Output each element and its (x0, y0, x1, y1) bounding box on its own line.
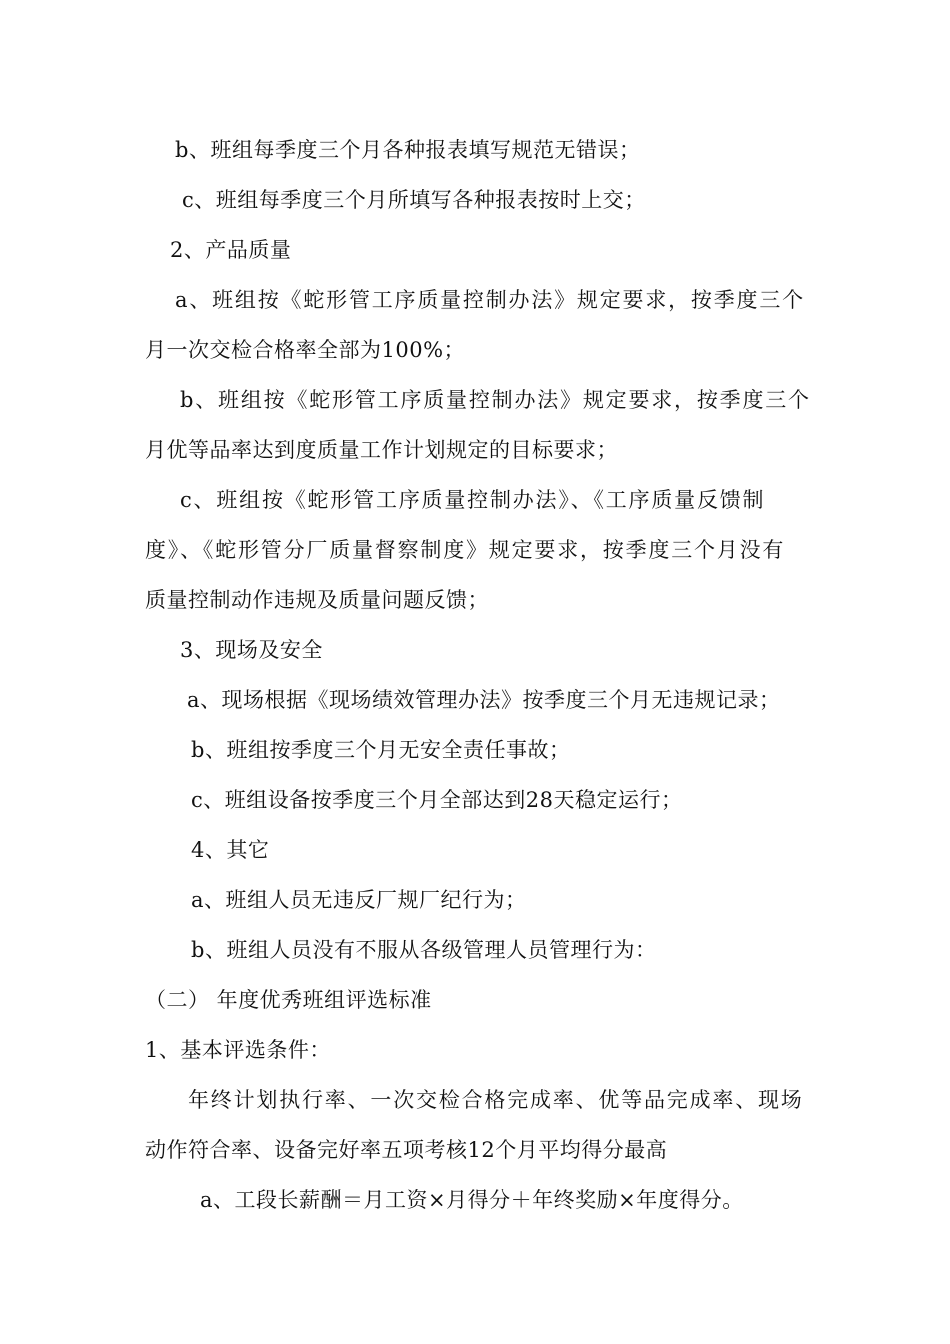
text-line-7: 月优等品率达到度质量工作计划规定的目标要求； (145, 438, 618, 462)
text-line-1: b、班组每季度三个月各种报表填写规范无错误； (175, 138, 641, 162)
text-line-16: a、班组人员无违反厂规厂纪行为； (191, 888, 527, 912)
text-line-5: 月一次交检合格率全部为100%； (145, 338, 466, 362)
text-line-14: c、班组设备按季度三个月全部达到28天稳定运行； (191, 788, 683, 812)
section-heading-site-safety: 3、现场及安全 (180, 638, 323, 662)
text-line-22: a、工段长薪酬＝月工资×月得分＋年终奖励×年度得分。 (200, 1188, 744, 1212)
section-heading-product-quality: 2、产品质量 (170, 238, 292, 262)
text-line-20: 年终计划执行率、一次交检合格完成率、优等品完成率、现场 (188, 1088, 804, 1112)
text-line-12: a、现场根据《现场绩效管理办法》按季度三个月无违规记录； (187, 688, 781, 712)
text-line-8: c、班组按《蛇形管工序质量控制办法》、《工序质量反馈制 (180, 488, 766, 512)
text-line-2: c、班组每季度三个月所填写各种报表按时上交； (182, 188, 646, 212)
text-line-9: 度》、《蛇形管分厂质量督察制度》规定要求，按季度三个月没有 (145, 538, 786, 562)
section-heading-other: 4、其它 (191, 838, 270, 862)
text-line-21: 动作符合率、设备完好率五项考核12个月平均得分最高 (145, 1138, 668, 1162)
text-line-6: b、班组按《蛇形管工序质量控制办法》规定要求，按季度三个 (180, 388, 811, 412)
text-line-10: 质量控制动作违规及质量问题反馈； (145, 588, 489, 612)
text-line-17: b、班组人员没有不服从各级管理人员管理行为： (191, 938, 657, 962)
text-line-4: a、班组按《蛇形管工序质量控制办法》规定要求，按季度三个 (175, 288, 805, 312)
section-heading-annual-standard: （二） 年度优秀班组评选标准 (145, 988, 432, 1012)
text-line-13: b、班组按季度三个月无安全责任事故； (191, 738, 571, 762)
section-heading-basic-conditions: 1、基本评选条件： (145, 1038, 331, 1062)
